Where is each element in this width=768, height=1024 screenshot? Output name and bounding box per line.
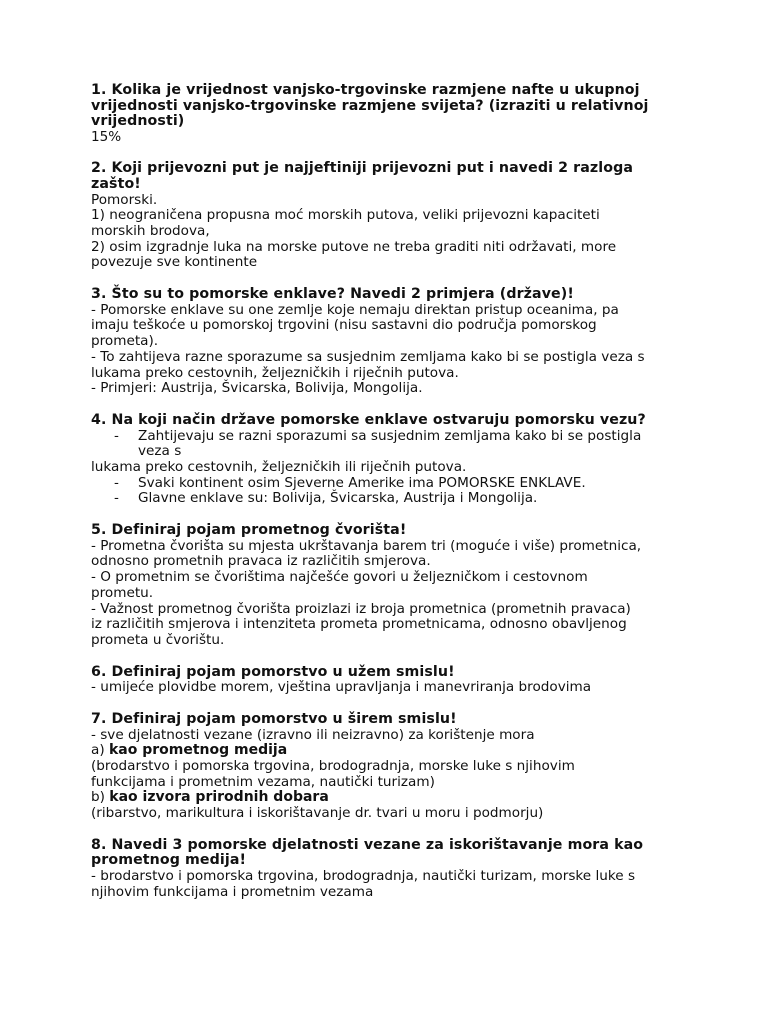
answer-text: - brodarstvo i pomorska trgovina, brodogradnja, nautički turizam, morske luke s njihovim funkcijama i prometnim vezama [91,867,636,900]
question-5 [91,523,728,649]
answer-text: - Prometna čvorišta su mjesta ukrštavanja barem tri (moguće i više) prometnica, odnosno prometnih pravaca iz različitih smjerova. - O prometnim se čvorištima najčešće govori u željezničkom i cestovnom prometu. - Važnost prometnog čvorišta proizlazi iz broja prometnica (prometnih pravaca) iz različitih smjerova i intenziteta prometa prometnicama, odnosno obavljenog prometa u čvorištu. [91,537,642,648]
bullet-marker: - [114,490,119,507]
question-title: 4. Na koji način države pomorske enklave ostvaruju pomorsku vezu? [91,412,646,428]
bullet-list [91,429,728,460]
bullet-marker: - [114,474,119,491]
question-title: 5. Definiraj pojam prometnog čvorišta! [91,522,407,539]
subpoint-b: b) kao izvora prirodnih dobara [91,789,329,806]
answer-text: - sve djelatnosti vezane (izravno ili neizravno) za korištenje mora a) kao prometnog medija (brodarstvo i pomorska trgovina, brodogradnja, morske luke s njihovim funkcijama i prometnim vezama, nautički turizam) b) kao izvora prirodnih dobara (ribarstvo, marikultura i iskorištavanje dr. tvari u moru i podmorju) [91,728,728,822]
question-title: 2. Koji prijevozni put je najjeftiniji prijevozni put i navedi 2 razloga zašto! [91,160,634,193]
question-4 [91,413,728,507]
question-title: 3. Što su to pomorske enklave? Navedi 2 primjera (države)! [91,286,574,303]
question-2 [91,161,728,271]
subpoint-b-label: kao izvora prirodnih dobara [109,789,329,806]
answer-text: - umijeće plovidbe morem, vještina upravljanja i manevriranja brodovima [91,679,592,696]
list-item: - Glavne enklave su: Bolivija, Švicarska, Austrija i Mongolija. [114,490,538,507]
question-8 [91,838,728,901]
subpoint-a-label: kao prometnog medija [108,742,288,759]
answer-text: - Pomorske enklave su one zemlje koje nemaju direktan pristup oceanima, pa imaju teškoće u pomorskoj trgovini (nisu sastavni dio područja pomorskog prometa). - To zahtijeva razne sporazume sa susjednim zemljama kako bi se postigla veza s lukama preko cestovnih, željezničkih i riječnih putova. - Primjeri: Austrija, Švicarska, Bolivija, Mongolija. [91,301,645,397]
list-item: - Svaki kontinent osim Sjeverne Amerike ima POMORSKE ENKLAVE. [114,474,586,491]
question-7 [91,712,728,822]
subpoint-a: a) kao prometnog medija [91,742,288,759]
question-1 [91,83,728,145]
question-title: 1. Kolika je vrijednost vanjsko-trgovinske razmjene nafte u ukupnoj vrijednosti vanjsko-trgovinske razmjene svijeta? (izraziti u relativnoj vrijednosti) [91,82,649,130]
question-title: 8. Navedi 3 pomorske djelatnosti vezane za iskorištavanje mora kao prometnog medija! [91,836,644,869]
question-6 [91,665,728,696]
continuation-text: lukama preko cestovnih, željezničkih ili riječnih putova. [91,459,467,475]
bullet-list [91,476,728,507]
question-title: 6. Definiraj pojam pomorstvo u užem smislu! [91,663,455,680]
bullet-marker: - [114,427,119,444]
answer-text: Pomorski. 1) neograničena propusna moć morskih putova, veliki prijevozni kapaciteti morskih brodova, 2) osim izgradnje luka na morske putove ne treba graditi niti održavati, more povezuje sve kontinente [91,191,617,271]
list-item: - Zahtijevaju se razni sporazumi sa susjednim zemljama kako bi se postigla veza s [114,427,642,460]
answer-text: 15% [91,128,122,145]
question-3 [91,287,728,397]
question-title: 7. Definiraj pojam pomorstvo u širem smislu! [91,710,457,727]
